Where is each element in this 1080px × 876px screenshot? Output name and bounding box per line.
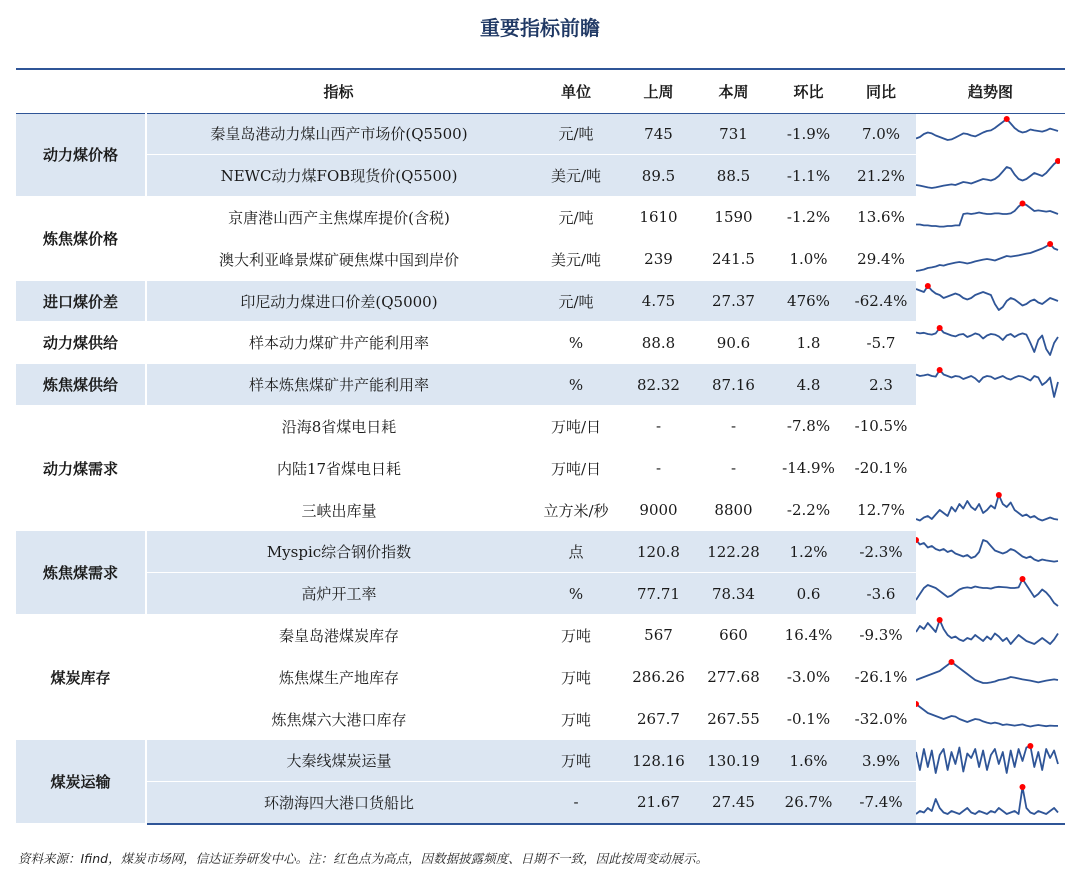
sparkline-series [916,328,1058,355]
sparkline [916,575,1060,613]
yoy-change: -7.4% [846,782,916,824]
last-week-value: 82.32 [621,364,696,406]
table-row [16,113,1065,155]
this-week-value: 27.37 [696,280,771,322]
this-week-value: 122.28 [696,531,771,573]
sparkline [916,783,1060,821]
indicator-name: 大秦线煤炭运量 [146,740,531,782]
yoy-change: 21.2% [846,155,916,197]
table-row [16,322,1065,364]
sparkline [916,533,1060,571]
unit-cell: 万吨 [531,656,621,698]
last-week-value: 286.26 [621,656,696,698]
header-category [16,69,146,113]
peak-marker [996,492,1002,498]
yoy-change: -62.4% [846,280,916,322]
last-week-value: 4.75 [621,280,696,322]
yoy-change: -32.0% [846,698,916,740]
mom-change: 26.7% [771,782,846,824]
category-label: 炼焦煤需求 [16,531,146,615]
sparkline [916,700,1060,738]
sparkline-series [916,286,1058,310]
this-week-value: - [696,406,771,448]
indicator-name: 秦皇岛港动力煤山西产市场价(Q5500) [146,113,531,155]
mom-change: 0.6 [771,573,846,615]
table-row [16,155,1065,197]
sparkline [916,282,1060,320]
mom-change: 1.6% [771,740,846,782]
this-week-value: 87.16 [696,364,771,406]
mom-change: -1.9% [771,113,846,155]
trend-cell [916,322,1065,364]
this-week-value: 241.5 [696,238,771,280]
table-row [16,489,1065,531]
trend-cell [916,155,1065,197]
indicator-name: 炼焦煤生产地库存 [146,656,531,698]
last-week-value: 88.8 [621,322,696,364]
unit-cell: 元/吨 [531,280,621,322]
indicator-name: 印尼动力煤进口价差(Q5000) [146,280,531,322]
category-label: 煤炭库存 [16,615,146,740]
yoy-change: -26.1% [846,656,916,698]
mom-change: -1.2% [771,197,846,239]
header-mom: 环比 [771,69,846,113]
sparkline [916,658,1060,696]
sparkline-series [916,161,1058,188]
mom-change: -7.8% [771,406,846,448]
yoy-change: 29.4% [846,238,916,280]
sparkline-series [916,662,1058,683]
yoy-change: 7.0% [846,113,916,155]
indicator-table [16,68,1065,825]
sparkline-series [916,579,1058,606]
yoy-change: 3.9% [846,740,916,782]
peak-marker [1004,116,1010,122]
page-title: 重要指标前瞻 [480,16,600,40]
unit-cell: 元/吨 [531,113,621,155]
table-row [16,364,1065,406]
table-row [16,197,1065,239]
sparkline [916,115,1060,153]
last-week-value: 1610 [621,197,696,239]
mom-change: 1.8 [771,322,846,364]
last-week-value: - [621,447,696,489]
source-footnote: 资料来源：Ifind，煤炭市场网，信达证券研发中心。注：红色点为高点，因数据披露频度、日期不一致，因此按周变动展示。 [18,851,709,866]
trend-cell [916,656,1065,698]
trend-cell [916,740,1065,782]
unit-cell: 万吨/日 [531,406,621,448]
last-week-value: 745 [621,113,696,155]
peak-marker [937,325,943,331]
header-trend: 趋势图 [916,69,1065,113]
category-label: 炼焦煤供给 [16,364,146,406]
unit-cell: % [531,573,621,615]
indicator-name: 三峡出库量 [146,489,531,531]
category-label: 动力煤需求 [16,406,146,531]
table-row [16,698,1065,740]
trend-cell [916,280,1065,322]
table-row [16,238,1065,280]
trend-cell [916,782,1065,824]
indicator-name: 炼焦煤六大港口库存 [146,698,531,740]
last-week-value: 21.67 [621,782,696,824]
table-row [16,447,1065,489]
sparkline [916,742,1060,780]
mom-change: 4.8 [771,364,846,406]
header-last-week: 上周 [621,69,696,113]
unit-cell: 美元/吨 [531,238,621,280]
sparkline [916,366,1060,404]
table-body [16,113,1065,824]
last-week-value: 567 [621,615,696,657]
mom-change: 476% [771,280,846,322]
yoy-change: -10.5% [846,406,916,448]
trend-cell [916,489,1065,531]
sparkline-series [916,620,1058,644]
indicator-name: 样本炼焦煤矿井产能利用率 [146,364,531,406]
yoy-change: -20.1% [846,447,916,489]
unit-cell: 万吨 [531,698,621,740]
yoy-change: -2.3% [846,531,916,573]
sparkline-series [916,787,1058,814]
trend-cell [916,113,1065,155]
last-week-value: 239 [621,238,696,280]
sparkline [916,491,1060,529]
this-week-value: 731 [696,113,771,155]
trend-cell [916,447,1065,489]
indicator-name: 沿海8省煤电日耗 [146,406,531,448]
table-row [16,406,1065,448]
trend-cell [916,698,1065,740]
unit-cell: % [531,364,621,406]
this-week-value: 78.34 [696,573,771,615]
peak-marker [1020,576,1026,582]
sparkline-series [916,495,1058,521]
trend-cell [916,615,1065,657]
header-this-week: 本周 [696,69,771,113]
sparkline-series [916,370,1058,397]
peak-marker [1027,743,1033,749]
this-week-value: 88.5 [696,155,771,197]
this-week-value: 277.68 [696,656,771,698]
sparkline [916,616,1060,654]
sparkline-series [916,244,1058,271]
this-week-value: 90.6 [696,322,771,364]
indicator-name: Myspic综合钢价指数 [146,531,531,573]
unit-cell: 万吨 [531,740,621,782]
peak-marker [1047,241,1053,247]
trend-cell [916,573,1065,615]
category-label: 进口煤价差 [16,280,146,322]
mom-change: -0.1% [771,698,846,740]
this-week-value: 660 [696,615,771,657]
trend-cell [916,406,1065,448]
table-row [16,782,1065,824]
indicator-name: 高炉开工率 [146,573,531,615]
category-label: 煤炭运输 [16,740,146,824]
category-label: 炼焦煤价格 [16,197,146,281]
this-week-value: 1590 [696,197,771,239]
table-row [16,615,1065,657]
yoy-change: 2.3 [846,364,916,406]
sparkline [916,157,1060,195]
unit-cell: - [531,782,621,824]
mom-change: -1.1% [771,155,846,197]
mom-change: -3.0% [771,656,846,698]
trend-cell [916,197,1065,239]
table-row [16,531,1065,573]
this-week-value: 27.45 [696,782,771,824]
this-week-value: 267.55 [696,698,771,740]
mom-change: -2.2% [771,489,846,531]
unit-cell: 立方米/秒 [531,489,621,531]
sparkline-series [916,540,1058,562]
indicator-name: 澳大利亚峰景煤矿硬焦煤中国到岸价 [146,238,531,280]
indicator-name: 秦皇岛港煤炭库存 [146,615,531,657]
trend-cell [916,364,1065,406]
unit-cell: 点 [531,531,621,573]
table-row [16,280,1065,322]
category-label: 动力煤供给 [16,322,146,364]
last-week-value: - [621,406,696,448]
sparkline-series [916,704,1058,727]
peak-marker [1020,784,1026,790]
yoy-change: -9.3% [846,615,916,657]
mom-change: 1.2% [771,531,846,573]
unit-cell: 万吨 [531,615,621,657]
unit-cell: 万吨/日 [531,447,621,489]
indicator-name: 京唐港山西产主焦煤库提价(含税) [146,197,531,239]
peak-marker [937,367,943,373]
mom-change: 1.0% [771,238,846,280]
last-week-value: 89.5 [621,155,696,197]
last-week-value: 120.8 [621,531,696,573]
last-week-value: 77.71 [621,573,696,615]
trend-cell [916,531,1065,573]
this-week-value: 8800 [696,489,771,531]
last-week-value: 9000 [621,489,696,531]
sparkline [916,198,1060,236]
this-week-value: - [696,447,771,489]
trend-cell [916,238,1065,280]
yoy-change: 12.7% [846,489,916,531]
table-row [16,740,1065,782]
last-week-value: 128.16 [621,740,696,782]
peak-marker [937,617,943,623]
unit-cell: 元/吨 [531,197,621,239]
table-row [16,656,1065,698]
table-header-row [16,69,1065,113]
table-row [16,573,1065,615]
header-unit: 单位 [531,69,621,113]
indicator-name: NEWC动力煤FOB现货价(Q5500) [146,155,531,197]
indicator-name: 环渤海四大港口货船比 [146,782,531,824]
unit-cell: 美元/吨 [531,155,621,197]
yoy-change: -3.6 [846,573,916,615]
sparkline-series [916,119,1058,140]
peak-marker [925,283,931,289]
header-indicator: 指标 [146,69,531,113]
yoy-change: -5.7 [846,322,916,364]
yoy-change: 13.6% [846,197,916,239]
sparkline-series [916,746,1058,773]
sparkline [916,240,1060,278]
mom-change: -14.9% [771,447,846,489]
mom-change: 16.4% [771,615,846,657]
this-week-value: 130.19 [696,740,771,782]
sparkline-series [916,204,1058,227]
last-week-value: 267.7 [621,698,696,740]
unit-cell: % [531,322,621,364]
header-yoy: 同比 [846,69,916,113]
sparkline [916,324,1060,362]
peak-marker [1020,201,1026,207]
peak-marker [949,659,955,665]
indicator-name: 样本动力煤矿井产能利用率 [146,322,531,364]
indicator-name: 内陆17省煤电日耗 [146,447,531,489]
category-label: 动力煤价格 [16,113,146,197]
